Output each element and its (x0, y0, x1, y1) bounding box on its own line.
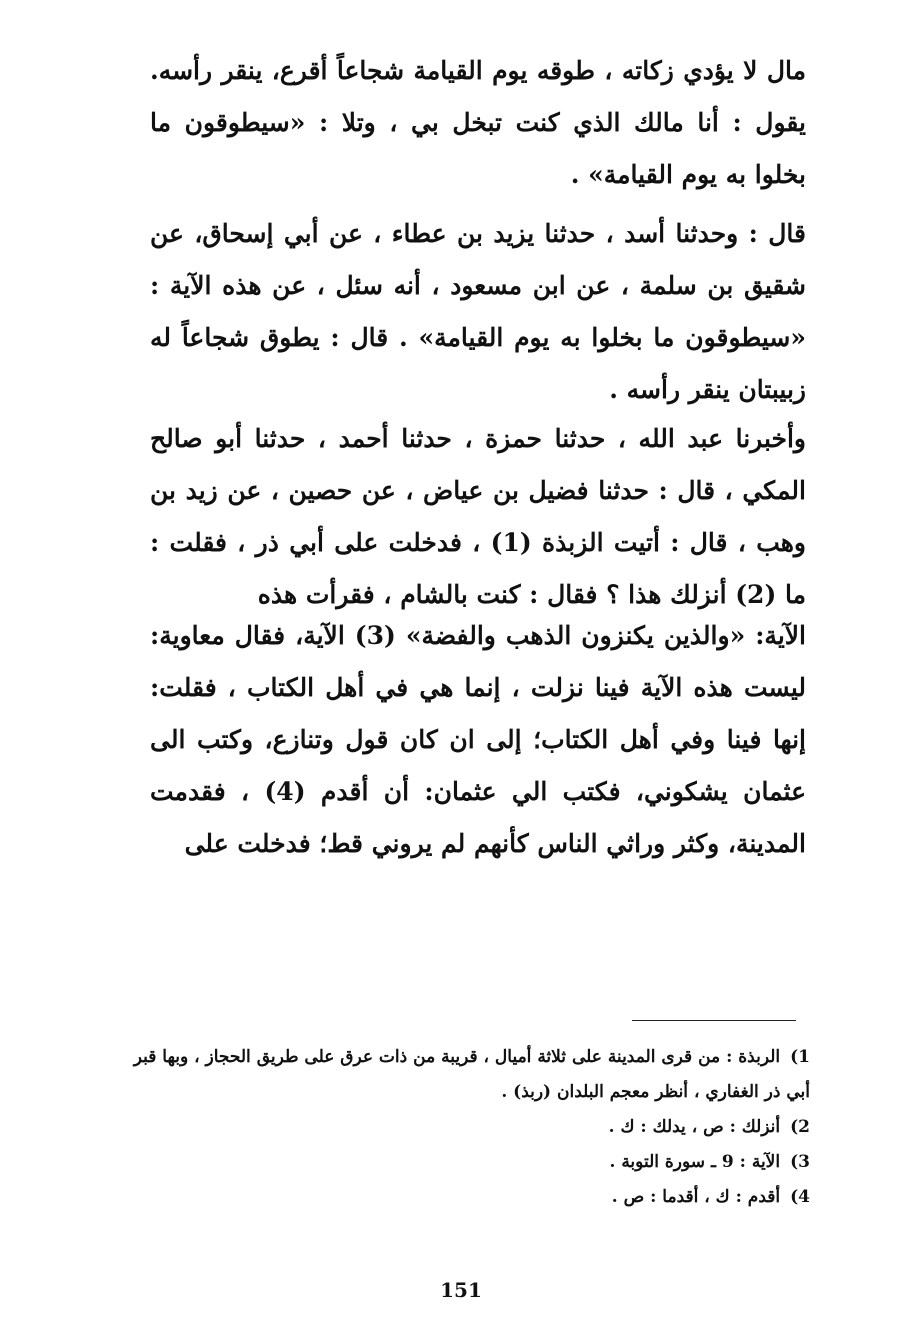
body-paragraph-2: قال : وحدثنا أسد ، حدثنا يزيد بن عطاء ، عن أبي إسحاق، عن شقيق بن سلمة ، عن ابن مسعود ، أنه سئل ، عن هذه الآية : «سيطوقون ما بخلوا به يوم القيامة» . قال : يطوق شجاعاً له زبيبتان ينقر رأسه . (150, 219, 806, 404)
footnote-number: 4) (790, 1187, 810, 1207)
footnote-number: 2) (790, 1117, 810, 1137)
footnote-divider (632, 1020, 796, 1021)
footnote-2 (120, 1110, 810, 1145)
footnote-text: الربذة : من قرى المدينة على ثلاثة أميال ، قريبة من ذات عرق على طريق الحجاز ، وبها قبر أبي ذر الغفاري ، أنظر معجم البلدان (ربذ) . (133, 1047, 810, 1102)
footnote-number: 1) (790, 1047, 810, 1067)
body-paragraph-3: وأخبرنا عبد الله ، حدثنا حمزة ، حدثنا أحمد ، حدثنا أبو صالح المكي ، قال : حدثنا فضيل بن عياض ، عن حصين ، عن زيد بن وهب ، قال : أتيت الزبذة (1) ، فدخلت على أبي ذر ، فقلت : ما (2) أنزلك هذا ؟ فقال : كنت بالشام ، فقرأت هذه (150, 424, 807, 609)
footnote-number: 3) (790, 1152, 810, 1172)
page-number: 151 (440, 1278, 482, 1302)
footnotes-section (120, 1040, 810, 1215)
footnote-1 (120, 1040, 810, 1110)
body-paragraph-1: مال لا يؤدي زكاته ، طوقه يوم القيامة شجاعاً أقرع، ينقر رأسه. يقول : أنا مالك الذي كنت تبخل بي ، وتلا : «سيطوقون ما بخلوا به يوم القيامة» . (150, 56, 806, 189)
footnote-text: أنزلك : ص ، يدلك : ك . (608, 1117, 781, 1137)
footnote-text: الآية : 9 ـ سورة التوبة . (609, 1152, 781, 1172)
body-paragraph-4: الآية: «والذين يكنزون الذهب والفضة» (3) الآية، فقال معاوية: ليست هذه الآية فينا نزلت ، إنما هي في أهل الكتاب ، فقلت: إنها فينا وفي أهل الكتاب؛ إلى ان كان قول وتنازع، وكتب الى عثمان يشكوني، فكتب الي عثمان: أن أقدم (4) ، فقدمت المدينة، وكثر وراثي الناس كأنهم لم يروني قط؛ فدخلت على (150, 621, 806, 858)
footnote-text: أقدم : ك ، أقدما : ص . (611, 1187, 781, 1207)
footnote-4 (120, 1180, 810, 1215)
footnote-3 (120, 1145, 810, 1180)
